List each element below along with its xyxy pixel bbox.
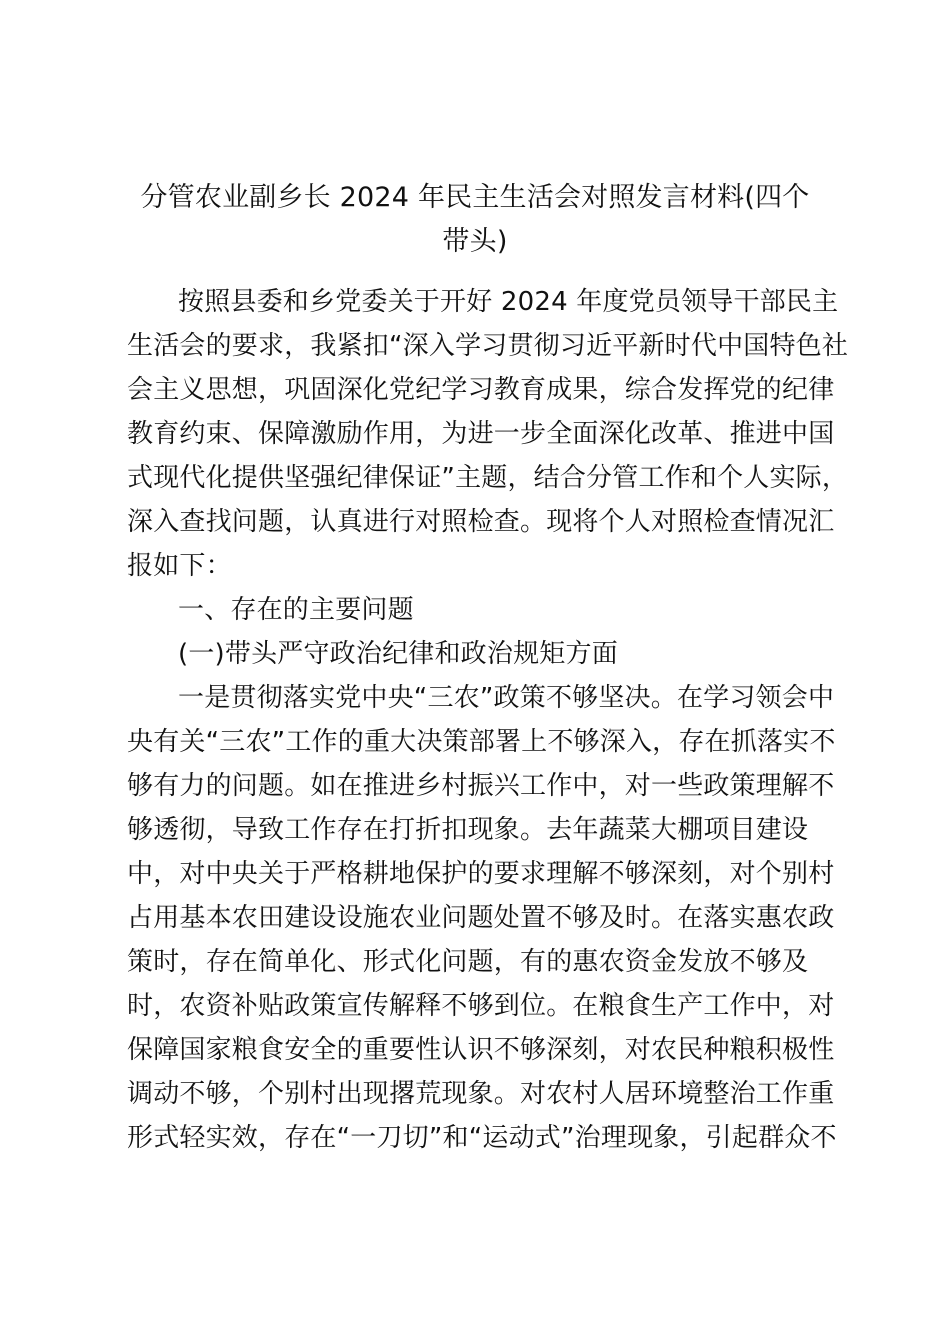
paragraph-1-line-3: 会主义思想，巩固深化党纪学习教育成果，综合发挥党的纪律	[127, 375, 835, 405]
section-heading: 一、存在的主要问题	[178, 595, 414, 625]
paragraph-1-line-7: 报如下：	[127, 551, 232, 581]
document-title	[110, 176, 840, 264]
paragraph-2-line-3: 够有力的问题。如在推进乡村振兴工作中，对一些政策理解不	[127, 771, 835, 801]
paragraph-2-line-11: 形式轻实效，存在“一刀切”和“运动式”治理现象，引起群众不	[127, 1123, 837, 1153]
paragraph-2-line-5: 中，对中央关于严格耕地保护的要求理解不够深刻，对个别村	[127, 859, 835, 889]
paragraph-2-line-6: 占用基本农田建设设施农业问题处置不够及时。在落实惠农政	[127, 903, 835, 933]
paragraph-2-line-8: 时，农资补贴政策宣传解释不够到位。在粮食生产工作中，对	[127, 991, 835, 1021]
title-line-2: 带头)	[442, 226, 508, 257]
paragraph-2-line-9: 保障国家粮食安全的重要性认识不够深刻，对农民种粮积极性	[127, 1035, 835, 1065]
subsection-heading: (一)带头严守政治纪律和政治规矩方面	[178, 639, 618, 669]
paragraph-1-line-5: 式现代化提供坚强纪律保证”主题，结合分管工作和个人实际，	[127, 463, 849, 493]
paragraph-1-line-4: 教育约束、保障激励作用，为进一步全面深化改革、推进中国	[127, 419, 835, 449]
paragraph-2-line-7: 策时，存在简单化、形式化问题，有的惠农资金发放不够及	[127, 947, 809, 977]
paragraph-2-line-10: 调动不够，个别村出现撂荒现象。对农村人居环境整治工作重	[127, 1079, 835, 1109]
paragraph-1-line-1: 按照县委和乡党委关于开好 2024 年度党员领导干部民主	[178, 287, 839, 317]
paragraph-1-line-2: 生活会的要求，我紧扣“深入学习贯彻习近平新时代中国特色社	[127, 331, 849, 361]
paragraph-2-line-2: 央有关“三农”工作的重大决策部署上不够深入，存在抓落实不	[127, 727, 836, 757]
title-line-1: 分管农业副乡长 2024 年民主生活会对照发言材料(四个	[140, 182, 810, 213]
paragraph-2-line-4: 够透彻，导致工作存在打折扣现象。去年蔬菜大棚项目建设	[127, 815, 809, 845]
paragraph-1-line-6: 深入查找问题，认真进行对照检查。现将个人对照检查情况汇	[127, 507, 835, 537]
paragraph-2-line-1: 一是贯彻落实党中央“三农”政策不够坚决。在学习领会中	[178, 683, 835, 713]
